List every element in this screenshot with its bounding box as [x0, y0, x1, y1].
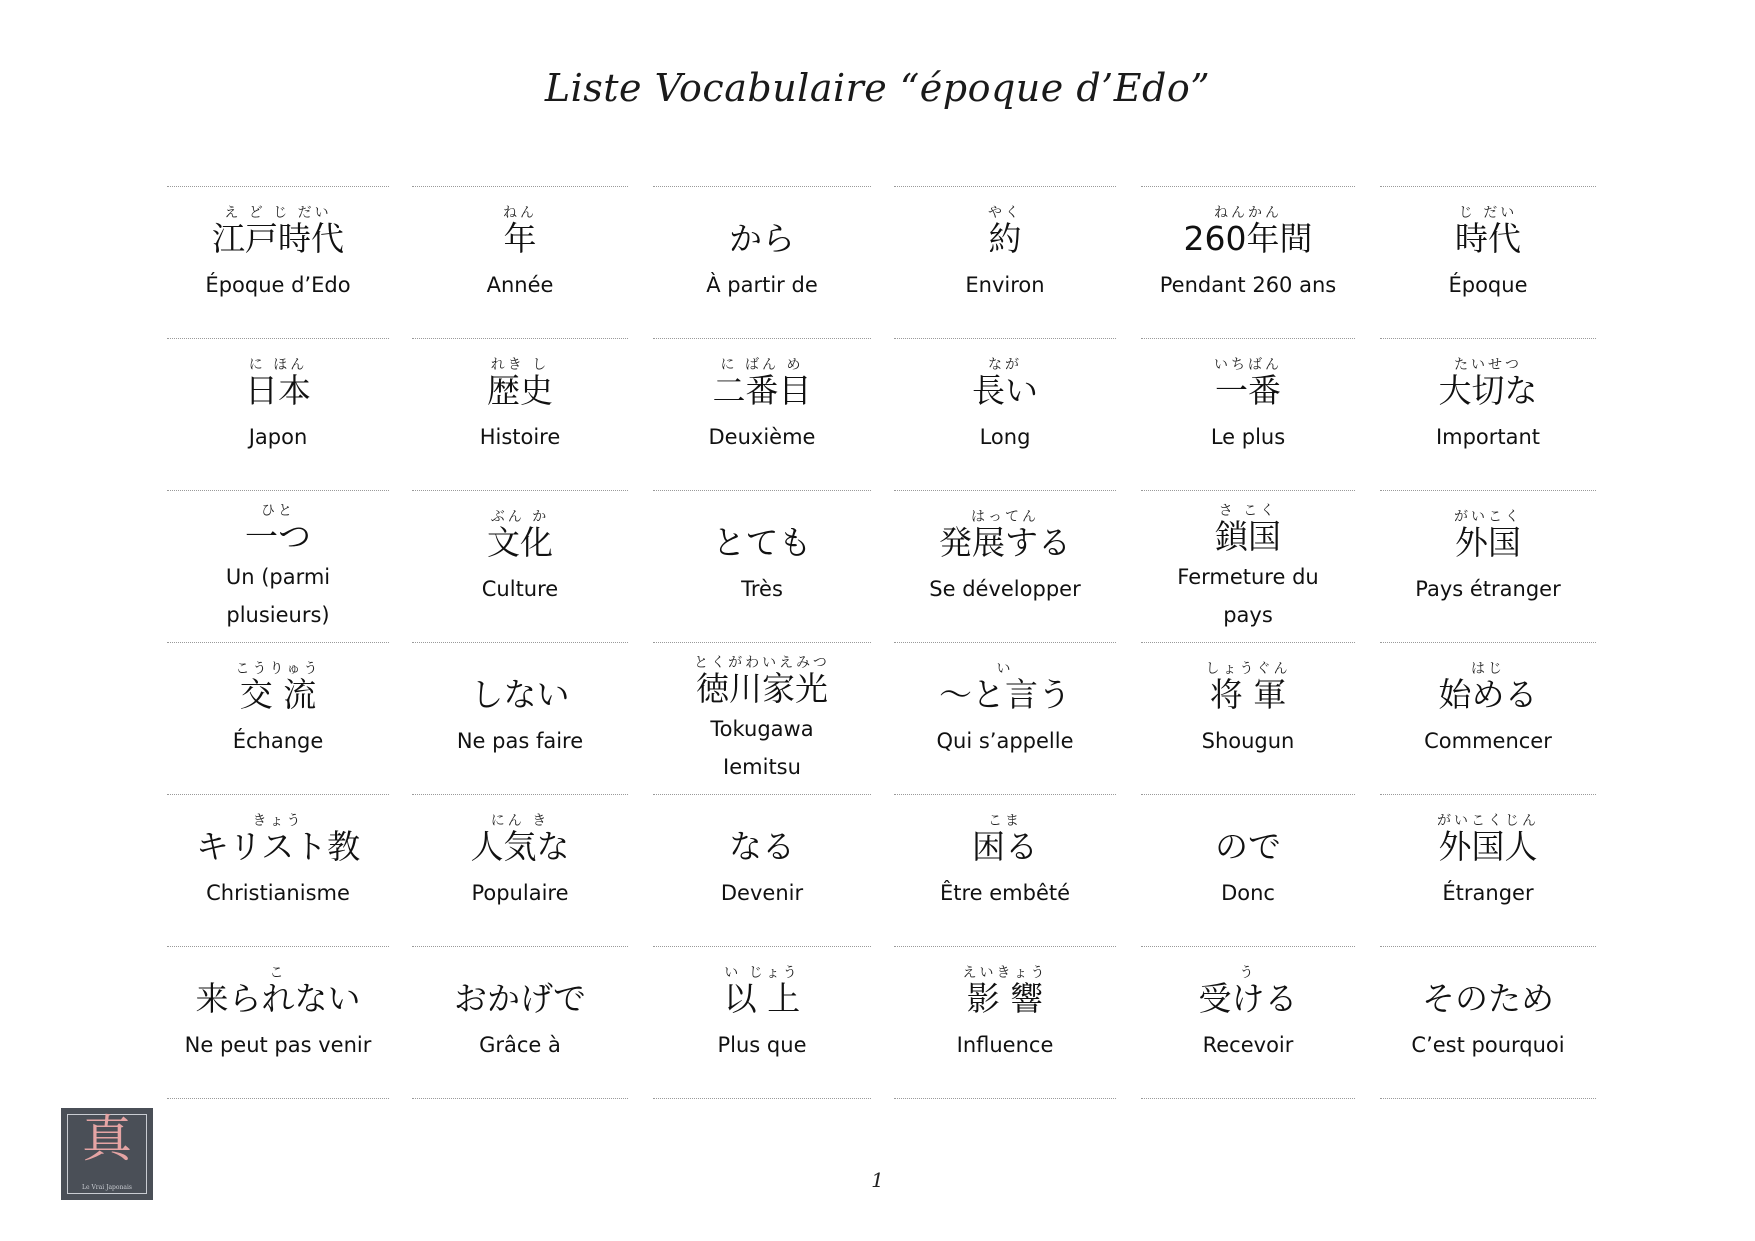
french-translation: Recevoir — [1202, 1033, 1294, 1057]
vocab-card — [653, 490, 871, 642]
french-translation: Japon — [248, 425, 308, 449]
french-translation: Ne pas faire — [456, 729, 584, 753]
vocab-card — [1380, 642, 1596, 794]
japanese-word: おかげで — [454, 979, 586, 1018]
japanese-word: 影 響 — [966, 979, 1044, 1018]
vocab-card — [1380, 186, 1596, 338]
french-translation: Pendant 260 ans — [1159, 273, 1337, 297]
furigana: こ — [269, 965, 287, 981]
japanese-word: とても — [712, 523, 812, 562]
furigana: ぶん か — [490, 509, 550, 525]
japanese-word: 困る — [972, 827, 1038, 866]
vocab-card — [1141, 946, 1355, 1098]
vocab-card — [412, 946, 628, 1098]
furigana: に ほん — [248, 357, 308, 373]
vocab-card — [653, 338, 871, 490]
vocab-card — [412, 794, 628, 946]
furigana: え ど じ だい — [224, 205, 332, 221]
vocab-card — [412, 642, 628, 794]
french-translation: Qui s’appelle — [936, 729, 1074, 753]
french-translation: Plus que — [717, 1033, 807, 1057]
furigana: とくがわいえみつ — [694, 655, 830, 671]
japanese-word: から — [729, 219, 795, 258]
french-translation: Année — [486, 273, 554, 297]
french-translation: Deuxième — [708, 425, 816, 449]
japanese-word: 将 軍 — [1209, 675, 1287, 714]
furigana: しょうぐん — [1205, 661, 1291, 677]
french-translation: Un (parmi plusieurs) — [225, 565, 331, 627]
japanese-word: 始める — [1438, 675, 1538, 714]
furigana: ひと — [261, 503, 295, 519]
furigana: ねん — [503, 205, 537, 221]
japanese-word: 歴史 — [487, 371, 553, 410]
furigana: はじ — [1471, 661, 1505, 677]
japanese-word: 発展する — [939, 523, 1071, 562]
vocab-card — [1380, 946, 1596, 1098]
french-translation: À partir de — [706, 273, 818, 297]
french-translation: Le plus — [1210, 425, 1286, 449]
japanese-word: 来られない — [195, 979, 361, 1018]
japanese-word: 外国人 — [1438, 827, 1538, 866]
vocab-card — [167, 794, 389, 946]
japanese-word: 外国 — [1455, 523, 1521, 562]
french-translation: Shougun — [1201, 729, 1295, 753]
furigana: がいこくじん — [1437, 813, 1539, 829]
japanese-word: 以 上 — [723, 979, 801, 1018]
french-translation: Être embêté — [939, 881, 1071, 905]
vocab-card — [894, 946, 1116, 1098]
japanese-word: 260年間 — [1183, 219, 1313, 258]
japanese-word: しない — [470, 675, 570, 714]
page-number: 1 — [871, 1168, 884, 1192]
furigana: やく — [988, 205, 1022, 221]
vocab-card — [894, 490, 1116, 642]
vocab-card — [1141, 794, 1355, 946]
furigana: ねんかん — [1214, 205, 1282, 221]
japanese-word: 鎖国 — [1215, 517, 1281, 556]
row-divider — [894, 1098, 1116, 1099]
furigana: に ばん め — [720, 357, 804, 373]
logo-kanji: 真 — [82, 1110, 132, 1168]
row-divider — [1141, 1098, 1355, 1099]
vocab-card — [167, 642, 389, 794]
vocab-card — [1380, 338, 1596, 490]
furigana: さ こく — [1218, 503, 1278, 519]
french-translation: Culture — [481, 577, 559, 601]
furigana: いちばん — [1214, 357, 1282, 373]
japanese-word: 長い — [972, 371, 1038, 410]
french-translation: Époque — [1448, 273, 1528, 297]
french-translation: Ne peut pas venir — [184, 1033, 372, 1057]
japanese-word: 受ける — [1198, 979, 1298, 1018]
japanese-word: 二番目 — [712, 371, 812, 410]
french-translation: Fermeture du pays — [1177, 565, 1319, 627]
row-divider — [653, 1098, 871, 1099]
vocab-card — [167, 946, 389, 1098]
french-translation: Environ — [965, 273, 1045, 297]
japanese-word: 時代 — [1455, 219, 1521, 258]
french-translation: Pays étranger — [1415, 577, 1561, 601]
vocab-card — [894, 338, 1116, 490]
japanese-word: 大切な — [1438, 371, 1538, 410]
furigana: はってん — [971, 509, 1039, 525]
french-translation: Époque d’Edo — [205, 273, 351, 297]
furigana: がいこく — [1454, 509, 1522, 525]
japanese-word: 交 流 — [239, 675, 317, 714]
japanese-word: 徳川家光 — [696, 669, 828, 708]
french-translation: Christianisme — [206, 881, 350, 905]
japanese-word: 年 — [503, 219, 537, 258]
row-divider — [412, 1098, 628, 1099]
japanese-word: そのため — [1422, 979, 1554, 1018]
furigana: い じょう — [724, 965, 800, 981]
vocab-card — [894, 186, 1116, 338]
french-translation: Grâce à — [479, 1033, 561, 1057]
vocab-card — [167, 186, 389, 338]
french-translation: Se développer — [929, 577, 1081, 601]
japanese-word: キリスト教 — [195, 827, 361, 866]
vocab-card — [894, 642, 1116, 794]
french-translation: C’est pourquoi — [1411, 1033, 1565, 1057]
furigana: い — [996, 661, 1014, 677]
french-translation: Échange — [232, 729, 324, 753]
japanese-word: 人気な — [470, 827, 570, 866]
vocab-card — [653, 946, 871, 1098]
french-translation: Histoire — [479, 425, 561, 449]
furigana: う — [1239, 965, 1257, 981]
japanese-word: 江戸時代 — [212, 219, 344, 258]
vocab-card — [894, 794, 1116, 946]
furigana: れき し — [490, 357, 550, 373]
japanese-word: 日本 — [245, 371, 311, 410]
furigana: たいせつ — [1454, 357, 1522, 373]
vocab-card — [1141, 186, 1355, 338]
vocab-card — [412, 186, 628, 338]
vocab-card — [1141, 642, 1355, 794]
french-translation: Populaire — [471, 881, 569, 905]
vocab-card — [653, 794, 871, 946]
vocab-card — [653, 642, 871, 794]
vocab-card — [412, 490, 628, 642]
row-divider — [1380, 1098, 1596, 1099]
french-translation: Important — [1435, 425, 1541, 449]
japanese-word: 一番 — [1215, 371, 1281, 410]
french-translation: Commencer — [1424, 729, 1552, 753]
japanese-word: 文化 — [487, 523, 553, 562]
vocab-card — [1141, 490, 1355, 642]
vocab-card — [412, 338, 628, 490]
furigana: にん き — [490, 813, 550, 829]
furigana: じ だい — [1458, 205, 1518, 221]
french-translation: Donc — [1221, 881, 1275, 905]
french-translation: Influence — [956, 1033, 1054, 1057]
logo-caption: Le Vrai Japonais — [82, 1184, 132, 1191]
vocab-card — [1141, 338, 1355, 490]
french-translation: Devenir — [720, 881, 804, 905]
japanese-word: なる — [729, 827, 795, 866]
furigana: えいきょう — [962, 965, 1048, 981]
furigana: きょう — [252, 813, 304, 829]
french-translation: Étranger — [1442, 881, 1534, 905]
japanese-word: ので — [1215, 827, 1281, 866]
japanese-word: 一つ — [245, 517, 311, 556]
french-translation: Très — [741, 577, 783, 601]
page-title: Liste Vocabulaire “époque d’Edo” — [544, 66, 1211, 110]
vocab-card — [167, 338, 389, 490]
furigana: こうりゅう — [235, 661, 321, 677]
japanese-word: 約 — [988, 219, 1022, 258]
furigana: こま — [988, 813, 1022, 829]
row-divider — [167, 1098, 389, 1099]
vocab-card — [1380, 490, 1596, 642]
vocab-card — [1380, 794, 1596, 946]
french-translation: Long — [979, 425, 1031, 449]
vocab-card — [167, 490, 389, 642]
french-translation: Tokugawa Iemitsu — [710, 717, 814, 779]
furigana: なが — [988, 357, 1022, 373]
japanese-word: ～と言う — [939, 675, 1071, 714]
vocab-card — [653, 186, 871, 338]
